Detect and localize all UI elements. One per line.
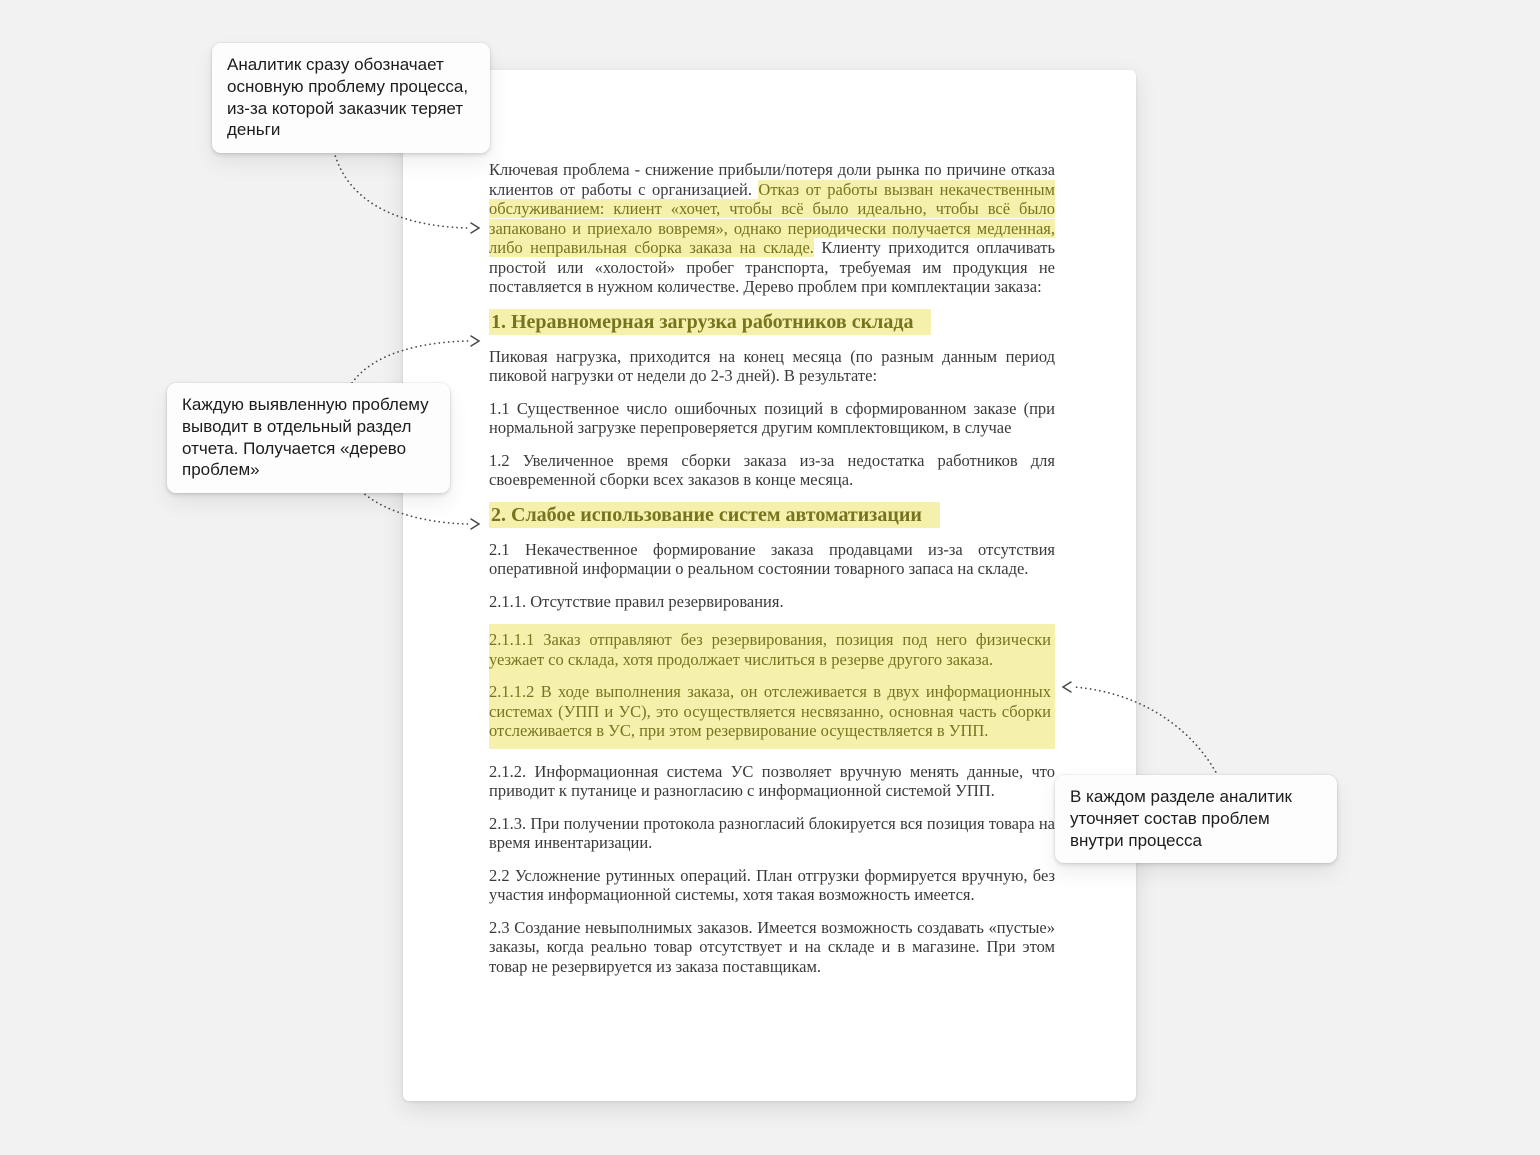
report-page [403,70,1136,1101]
intro-paragraph [489,160,1055,297]
item-2-1-3: 2.1.3. При получении протокола разногласий блокируется вся позиция товара на время инвентаризации. [489,813,1055,852]
item-2-3: 2.3 Создание невыполнимых заказов. Имеется возможность создавать «пустые» заказы, когда реально товар отсутствует и на складе и в магазине. При этом товар не резервируется из заказа поставщикам. [489,917,1055,976]
item-2-1-2: 2.1.2. Информационная система УС позволяет вручную менять данные, что приводит к путанице и разногласию с информационной системой УПП. [489,761,1055,800]
intro-text-highlighted: Отказ от работы вызван некачественным обслуживанием: клиент «хочет, чтобы всё было идеально, чтобы всё было запаковано и приехало вовремя», однако периодически получается медленная, либо неправильная сборка заказа на складе. [489,179,1055,257]
item-2-1: 2.1 Некачественное формирование заказа продавцами из-за отсутствия оперативной информации о реальном состоянии товарного запаса на складе. [489,539,1055,578]
item-2-2: 2.2 Усложнение рутинных операций. План отгрузки формируется вручную, без участия информационной системы, хотя такая возможность имеется. [489,865,1055,904]
highlighted-block [489,624,1055,749]
section-2-heading: 2. Слабое использование систем автоматизации [489,503,1055,527]
callout-problem-tree [167,383,450,493]
item-1-1: 1.1 Существенное число ошибочных позиций в сформированном заказе (при нормальной загрузке перепроверяется другим комплектовщиком, в случае [489,398,1055,437]
callout-text: Аналитик сразу обозначает основную проблему процесса, из-за которой заказчик теряет деньги [227,55,469,140]
item-2-1-1: 2.1.1. Отсутствие правил резервирования. [489,591,784,611]
item-2-1-1-1: 2.1.1.1 Заказ отправляют без резервирования, позиция под него физически уезжает со склада, хотя продолжает числиться в резерве другого заказа. [489,630,1051,669]
section-1-intro: Пиковая нагрузка, приходится на конец месяца (по разным данным период пиковой нагрузки от недели до 2-3 дней). В результате: [489,346,1055,385]
intro-text-pre: Ключевая проблема - снижение прибыли/потеря доли рынка по причине отказа клиентов от работы с организацией. [489,160,1055,199]
callout-text: Каждую выявленную проблему выводит в отдельный раздел отчета. Получается «дерево проблем» [182,395,429,480]
intro-text-post: Клиенту приходится оплачивать простой или «холостой» пробег транспорта, требуемая им продукция не поставляется в нужном количестве. Дерево проблем при комплектации заказа: [489,238,1055,296]
report-body [489,160,1055,989]
section-1-heading: 1. Неравномерная загрузка работников склада [489,310,1055,334]
item-2-1-1-2: 2.1.1.2 В ходе выполнения заказа, он отслеживается в двух информационных системах (УПП и УС), это осуществляется несвязанно, основная часть сборки отслеживается в УС, при этом резервирование осуществляется в УПП. [489,682,1051,740]
item-1-2: 1.2 Увеличенное время сборки заказа из-за недостатка работников для своевременной сборки всех заказов в конце месяца. [489,450,1055,489]
callout-main-problem [212,43,490,153]
callout-text: В каждом разделе аналитик уточняет состав проблем внутри процесса [1070,787,1292,850]
callout-problem-details [1055,775,1337,863]
